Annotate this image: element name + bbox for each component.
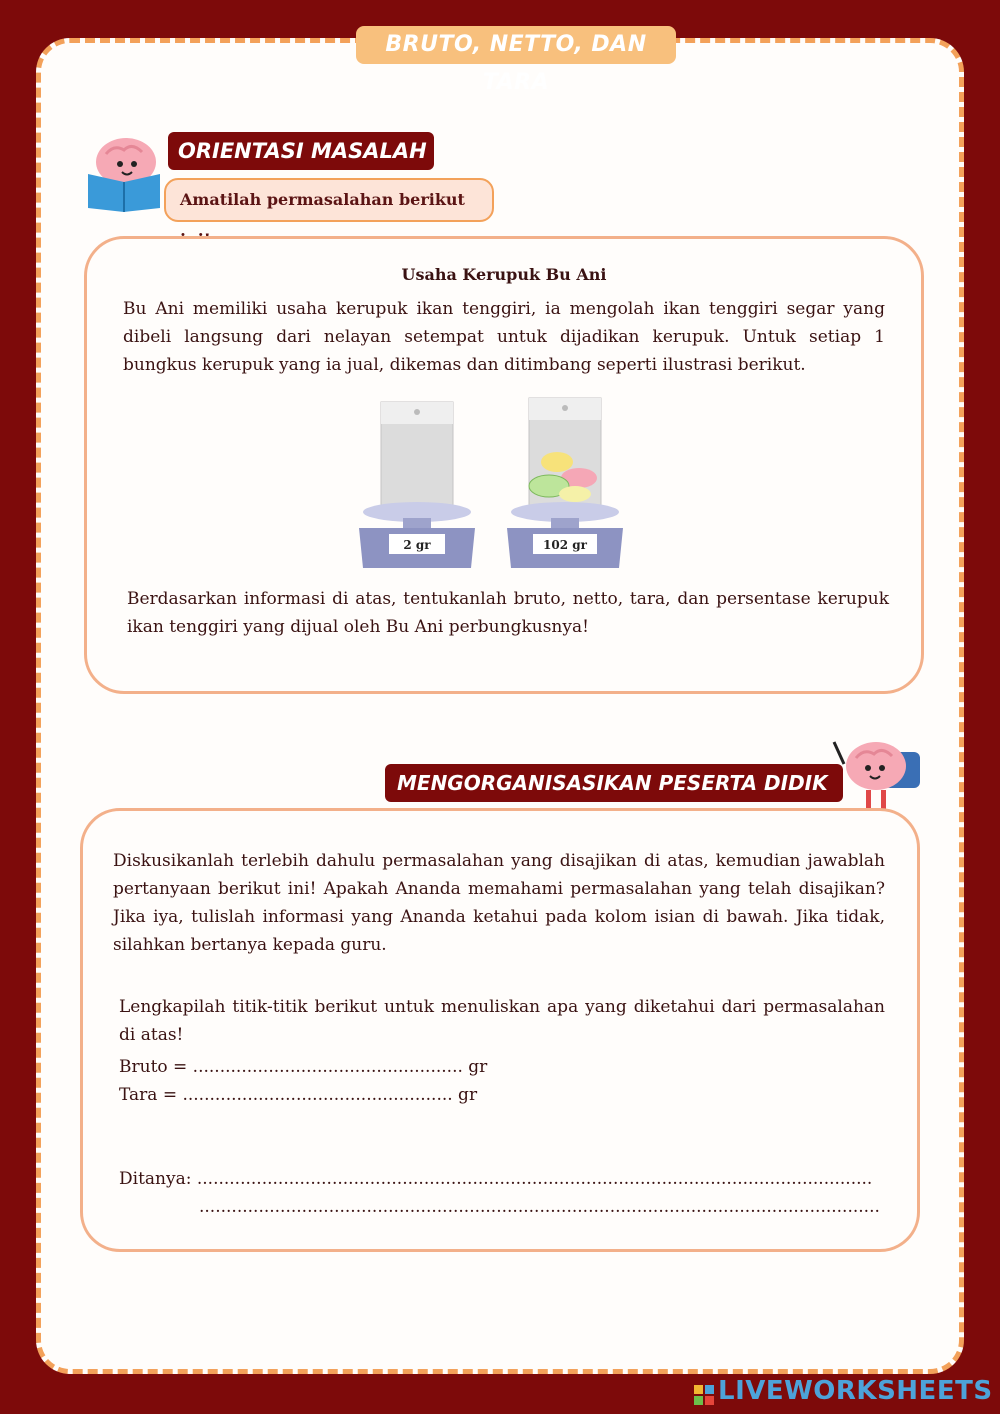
logo-blocks-icon: [694, 1382, 714, 1402]
section-tag-organisasi: MENGORGANISASIKAN PESERTA DIDIK: [385, 764, 843, 802]
ditanya-field-1[interactable]: Ditanya: .............................................................................................................................: [119, 1169, 873, 1189]
tara-field[interactable]: Tara = .................................................. gr: [119, 1085, 478, 1105]
discussion-instructions: Diskusikanlah terlebih dahulu permasalahan yang disajikan di atas, kemudian jawablah pertanyaan berikut ini! Apakah Ananda memahami permasalahan yang telah disajikan? Jika iya, tulislah informasi yang Ananda ketahui pada kolom isian di bawah. Jika tidak, silahkan bertanya kepada guru.: [113, 851, 885, 955]
story-intro: Bu Ani memiliki usaha kerupuk ikan tenggiri, ia mengolah ikan tenggiri segar yang dibeli langsung dari nelayan setempat untuk dijadikan kerupuk. Untuk setiap 1 bungkus kerupuk yang ia jual, dikemas dan ditimbang seperti ilustrasi berikut.: [123, 299, 885, 375]
problem-question: Berdasarkan informasi di atas, tentukanlah bruto, netto, tara, dan persentase kerupuk ikan tenggiri yang dijual oleh Bu Ani perbungkusnya!: [127, 589, 889, 637]
ditanya-field-2[interactable]: ..............................................................................................................................: [199, 1197, 880, 1217]
story-title: Usaha Kerupuk Bu Ani: [401, 265, 607, 284]
fill-prompt: Lengkapilah titik-titik berikut untuk menuliskan apa yang diketahui dari permasalahan di atas!: [119, 997, 885, 1045]
right-scale-reading: 102 gr: [543, 538, 587, 552]
page-title: BRUTO, NETTO, DAN TARA: [356, 26, 676, 64]
scale-illustration: [353, 394, 643, 574]
problem-box: [84, 236, 924, 694]
logo-text: LIVEWORKSHEETS: [718, 1376, 993, 1406]
liveworksheets-logo: [694, 1376, 993, 1406]
section-tag-orientasi: ORIENTASI MASALAH: [168, 132, 434, 170]
bruto-field[interactable]: Bruto = .................................................. gr: [119, 1057, 488, 1077]
instruction-subtag: Amatilah permasalahan berikut: [164, 178, 494, 222]
discussion-box: [80, 808, 920, 1252]
brain-reading-mascot-icon: [84, 132, 164, 212]
left-scale-reading: 2 gr: [403, 538, 431, 552]
